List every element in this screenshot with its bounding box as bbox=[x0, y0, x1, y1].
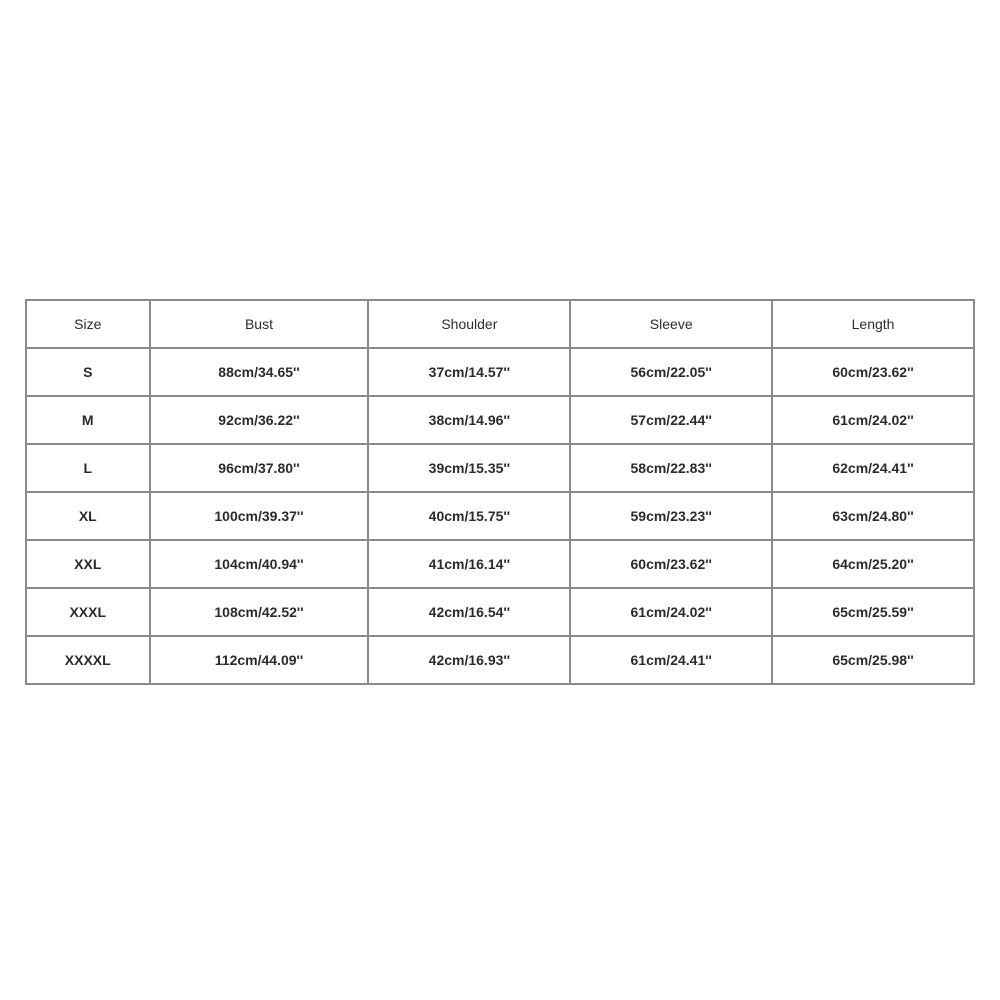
size-chart-table bbox=[25, 299, 975, 685]
cell-shoulder: 41cm/16.14'' bbox=[368, 540, 570, 588]
cell-sleeve: 57cm/22.44'' bbox=[570, 396, 772, 444]
cell-length: 60cm/23.62'' bbox=[772, 348, 974, 396]
cell-size: XXL bbox=[26, 540, 150, 588]
cell-size: XXXL bbox=[26, 588, 150, 636]
cell-bust: 88cm/34.65'' bbox=[150, 348, 369, 396]
cell-length: 65cm/25.59'' bbox=[772, 588, 974, 636]
table-row bbox=[26, 396, 974, 444]
table-row bbox=[26, 492, 974, 540]
cell-shoulder: 42cm/16.93'' bbox=[368, 636, 570, 684]
header-size: Size bbox=[26, 300, 150, 348]
cell-sleeve: 59cm/23.23'' bbox=[570, 492, 772, 540]
size-chart-body bbox=[26, 348, 974, 684]
cell-bust: 104cm/40.94'' bbox=[150, 540, 369, 588]
size-chart-header bbox=[26, 300, 974, 348]
cell-shoulder: 37cm/14.57'' bbox=[368, 348, 570, 396]
cell-sleeve: 61cm/24.41'' bbox=[570, 636, 772, 684]
cell-size: XL bbox=[26, 492, 150, 540]
cell-shoulder: 40cm/15.75'' bbox=[368, 492, 570, 540]
cell-size: M bbox=[26, 396, 150, 444]
cell-length: 64cm/25.20'' bbox=[772, 540, 974, 588]
cell-sleeve: 58cm/22.83'' bbox=[570, 444, 772, 492]
cell-length: 65cm/25.98'' bbox=[772, 636, 974, 684]
header-sleeve: Sleeve bbox=[570, 300, 772, 348]
cell-size: S bbox=[26, 348, 150, 396]
header-row bbox=[26, 300, 974, 348]
table-row bbox=[26, 444, 974, 492]
cell-sleeve: 60cm/23.62'' bbox=[570, 540, 772, 588]
cell-bust: 100cm/39.37'' bbox=[150, 492, 369, 540]
table-row bbox=[26, 636, 974, 684]
header-length: Length bbox=[772, 300, 974, 348]
header-shoulder: Shoulder bbox=[368, 300, 570, 348]
cell-bust: 92cm/36.22'' bbox=[150, 396, 369, 444]
table-row bbox=[26, 348, 974, 396]
cell-bust: 112cm/44.09'' bbox=[150, 636, 369, 684]
cell-sleeve: 56cm/22.05'' bbox=[570, 348, 772, 396]
table-row bbox=[26, 588, 974, 636]
cell-length: 61cm/24.02'' bbox=[772, 396, 974, 444]
cell-length: 63cm/24.80'' bbox=[772, 492, 974, 540]
cell-shoulder: 42cm/16.54'' bbox=[368, 588, 570, 636]
cell-shoulder: 38cm/14.96'' bbox=[368, 396, 570, 444]
cell-bust: 108cm/42.52'' bbox=[150, 588, 369, 636]
cell-size: L bbox=[26, 444, 150, 492]
cell-shoulder: 39cm/15.35'' bbox=[368, 444, 570, 492]
cell-size: XXXXL bbox=[26, 636, 150, 684]
table-row bbox=[26, 540, 974, 588]
header-bust: Bust bbox=[150, 300, 369, 348]
cell-bust: 96cm/37.80'' bbox=[150, 444, 369, 492]
cell-length: 62cm/24.41'' bbox=[772, 444, 974, 492]
cell-sleeve: 61cm/24.02'' bbox=[570, 588, 772, 636]
